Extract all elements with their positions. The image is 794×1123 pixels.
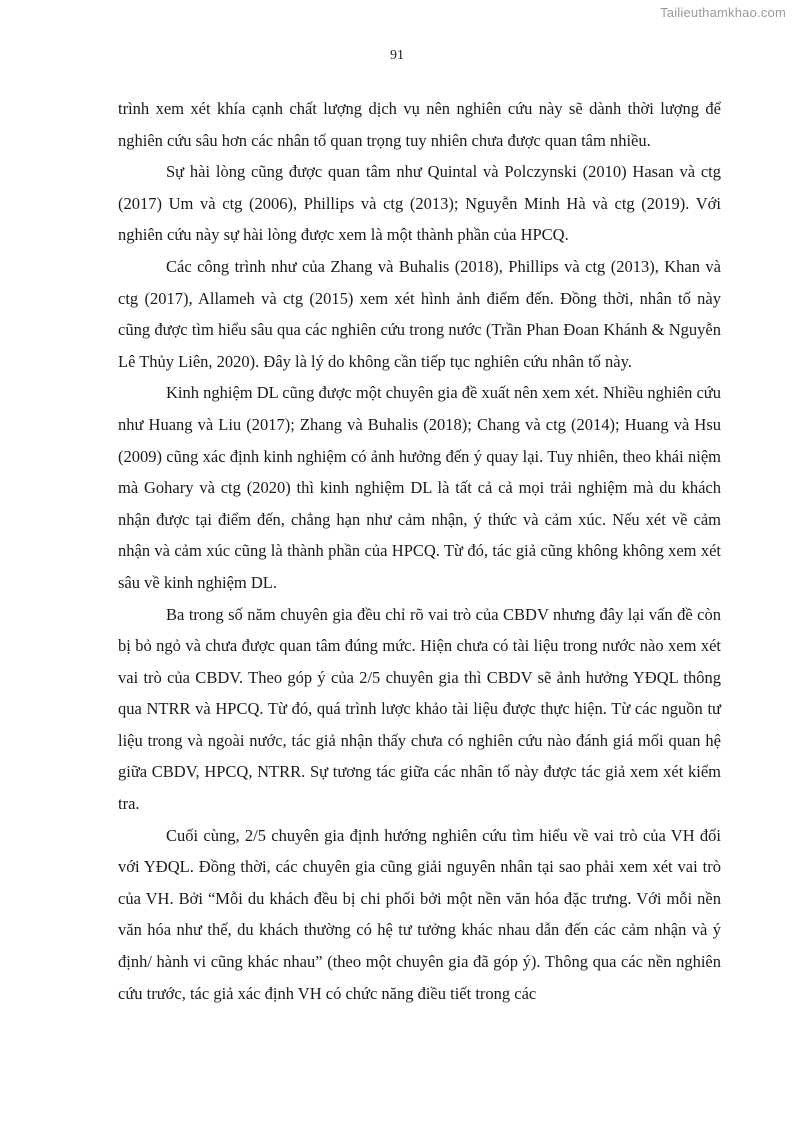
paragraph-destination-image: Các công trình như của Zhang và Buhalis (2018), Phillips và ctg (2013), Khan và ctg (2017), Allameh và ctg (2015) xem xét hình ảnh điểm đến. Đồng thời, nhân tố này cũng được tìm hiểu sâu qua các nghiên cứu trong nước (Trần Phan Đoan Khánh & Nguyễn Lê Thủy Liên, 2020). Đây là lý do không cần tiếp tục nghiên cứu nhân tố này.: [118, 256, 721, 371]
paragraph-cbdv: Ba trong số năm chuyên gia đều chỉ rõ vai trò của CBDV nhưng đây lại vấn đề còn bị bỏ ngỏ và chưa được quan tâm đúng mức. Hiện chưa có tài liệu trong nước nào xem xét vai trò của CBDV. Theo góp ý của 2/5 chuyên gia thì CBDV sẽ ảnh hưởng YĐQL thông qua NTRR và HPCQ. Từ đó, quá trình lược khảo tài liệu được thực hiện. Từ các nguồn tư liệu trong và ngoài nước, tác giả nhận thấy chưa có nghiên cứu nào đánh giá mối quan hệ giữa CBDV, HPCQ, NTRR. Sự tương tác giữa các nhân tố này được tác giả xem xét kiểm tra.: [118, 604, 721, 814]
paragraph-culture: Cuối cùng, 2/5 chuyên gia định hướng nghiên cứu tìm hiểu về vai trò của VH đối với YĐQL. Đồng thời, các chuyên gia cũng giải nguyên nhân tại sao phải xem xét vai trò của VH. Bởi “Mỗi du khách đều bị chi phối bởi một nền văn hóa đặc trưng. Với mỗi nền văn hóa như thế, du khách thường có hệ tư tưởng khác nhau dẫn đến các cảm nhận và ý định/ hành vi cũng khác nhau” (theo một chuyên gia đã góp ý). Thông qua các nền nghiên cứu trước, tác giả xác định VH có chức năng điều tiết trong các: [118, 825, 721, 1003]
watermark: Tailieuthamkhao.com: [660, 5, 786, 20]
paragraph-satisfaction: Sự hài lòng cũng được quan tâm như Quintal và Polczynski (2010) Hasan và ctg (2017) Um và ctg (2006), Phillips và ctg (2013); Nguyễn Minh Hà và ctg (2019). Với nghiên cứu này sự hài lòng được xem là một thành phần của HPCQ.: [118, 162, 721, 245]
paragraph-continuation: trình xem xét khía cạnh chất lượng dịch vụ nên nghiên cứu này sẽ dành thời lượng để nghiên cứu sâu hơn các nhân tố quan trọng tuy nhiên chưa được quan tâm nhiều.: [118, 99, 721, 150]
body-text: [118, 93, 721, 1009]
page-number: 91: [390, 48, 404, 63]
paragraph-travel-experience: Kinh nghiệm DL cũng được một chuyên gia đề xuất nên xem xét. Nhiều nghiên cứu như Huang và Liu (2017); Zhang và Buhalis (2018); Chang và ctg (2014); Huang và Hsu (2009) cũng xác định kinh nghiệm có ảnh hưởng đến ý quay lại. Tuy nhiên, theo khái niệm mà Gohary và ctg (2020) thì kinh nghiệm DL là tất cả cả mọi trải nghiệm mà du khách nhận được tại điểm đến, chẳng hạn như cảm nhận, ý thức và cảm xúc. Nếu xét về cảm nhận và cảm xúc cũng là thành phần của HPCQ. Từ đó, tác giả cũng không không xem xét sâu về kinh nghiệm DL.: [118, 383, 721, 592]
